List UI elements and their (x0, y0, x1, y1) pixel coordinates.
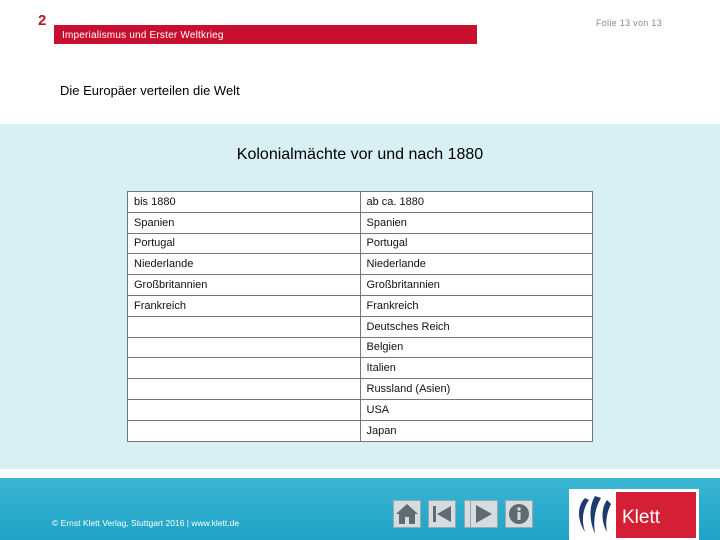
home-icon (394, 502, 420, 526)
table-cell: Deutsches Reich (360, 316, 593, 337)
table-cell (128, 379, 361, 400)
table-cell (128, 316, 361, 337)
table-row (128, 254, 593, 275)
table-cell: Spanien (128, 212, 361, 233)
table-cell: Großbritannien (128, 275, 361, 296)
next-button[interactable] (470, 500, 498, 528)
column-header-before-1880: bis 1880 (128, 192, 361, 213)
next-icon (472, 502, 496, 526)
section-title: Die Europäer verteilen die Welt (60, 83, 240, 98)
table-cell: Italien (360, 358, 593, 379)
table-row (128, 420, 593, 441)
table-row (128, 379, 593, 400)
table-row (128, 337, 593, 358)
table-cell (128, 337, 361, 358)
table-cell: Belgien (360, 337, 593, 358)
klett-emblem-icon (571, 492, 617, 538)
table-cell: Niederlande (128, 254, 361, 275)
table-row (128, 212, 593, 233)
table-cell: Portugal (360, 233, 593, 254)
table-row (128, 295, 593, 316)
table-row (128, 316, 593, 337)
table-row (128, 275, 593, 296)
rewind-button[interactable] (428, 500, 456, 528)
table-cell: Portugal (128, 233, 361, 254)
table-header-row (128, 192, 593, 213)
table-cell: Russland (Asien) (360, 379, 593, 400)
chapter-title: Imperialismus und Erster Weltkrieg (62, 30, 224, 41)
table-cell: Frankreich (360, 295, 593, 316)
table-cell (128, 420, 361, 441)
klett-logo-text: Klett (622, 507, 661, 528)
slide-counter: Folie 13 von 13 (595, 18, 662, 28)
table-cell: Niederlande (360, 254, 593, 275)
table-row (128, 233, 593, 254)
table-row (128, 399, 593, 420)
copyright-text: © Ernst Klett Verlag, Stuttgart 2016 | www.klett.de (52, 518, 240, 528)
table-cell: Spanien (360, 212, 593, 233)
column-header-after-1880: ab ca. 1880 (360, 192, 593, 213)
info-icon (507, 502, 531, 526)
table-cell (128, 399, 361, 420)
table-cell: USA (360, 399, 593, 420)
rewind-icon (430, 502, 454, 526)
table-cell (128, 358, 361, 379)
info-button[interactable] (505, 500, 533, 528)
table-cell: Japan (360, 420, 593, 441)
table-cell: Frankreich (128, 295, 361, 316)
chapter-number: 2 (38, 12, 47, 29)
table-row (128, 358, 593, 379)
table-cell: Großbritannien (360, 275, 593, 296)
table-title: Kolonialmächte vor und nach 1880 (236, 146, 484, 163)
home-button[interactable] (393, 500, 421, 528)
colonial-powers-table (127, 191, 593, 442)
